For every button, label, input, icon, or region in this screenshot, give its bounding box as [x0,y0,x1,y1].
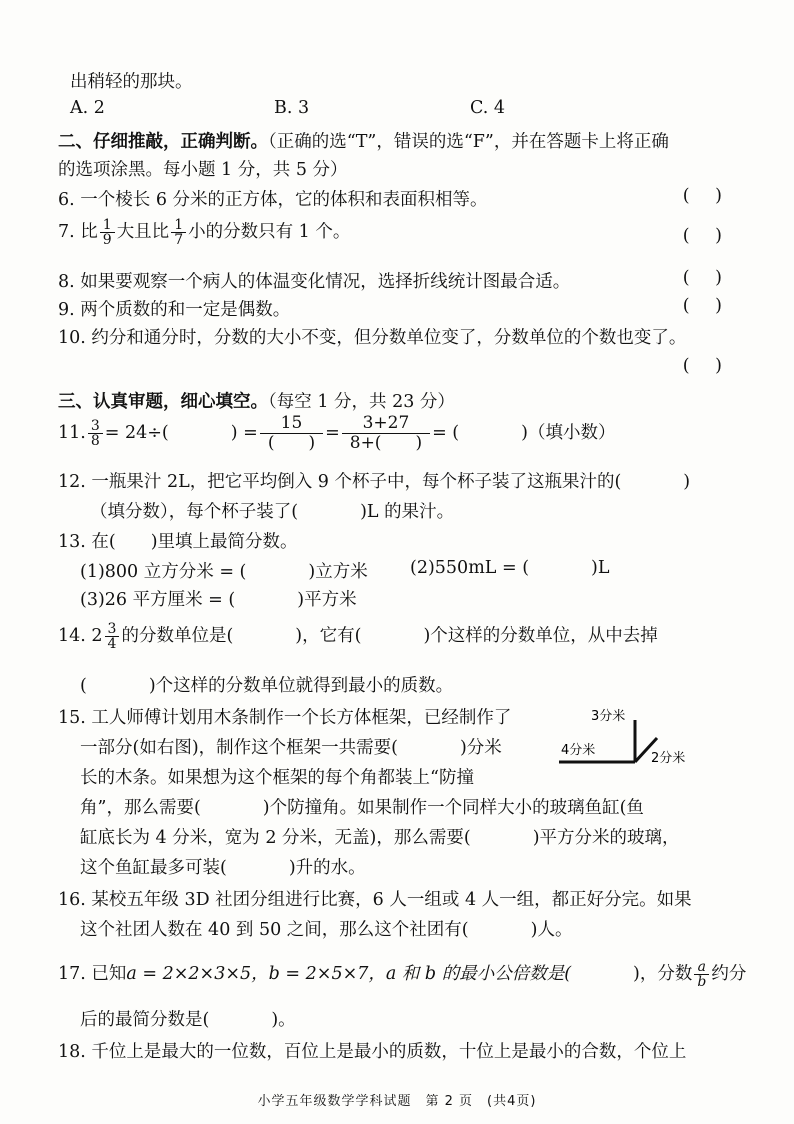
q13-items-row-1 [80,558,754,583]
q14-text-d: )个这样的分数单位，从中去掉 [423,626,658,646]
q12-text-a: 12. 一瓶果汁 2L，把它平均倒入 9 个杯子中，每个杯子装了这瓶果汁的( [58,472,622,492]
q8: 8. 如果要观察一个病人的体温变化情况，选择折线统计图最合适。 [58,272,571,292]
section2-title: 二、仔细推敲，正确判断。 [58,132,268,152]
q12-text-b: （填分数），每个杯子装了( [90,502,299,522]
q15-text-2a: 一部分(如右图)，制作这个框架一共需要( [80,738,398,758]
q11-eq4: = ( [432,423,460,443]
cuboid-frame-figure [555,700,725,772]
q13-3-text: (3)26 平方厘米 = ( [80,590,236,610]
section3-title: 三、认真审题，细心填空。 [58,392,268,412]
q14-den: 4 [105,636,120,651]
q11-eq3: = [325,423,340,443]
q5-option-c: C. 4 [470,98,506,118]
q11-end: )（填小数） [521,423,616,443]
q15-text-6b: )升的水。 [288,858,366,878]
q17-text-c: )，分数 [633,964,693,984]
q11-f1-num: 3 [90,418,100,434]
section2-header [58,128,754,153]
q7 [58,218,754,247]
page-footer: 小学五年级数学学科试题 第 2 页 (共4页) [257,1094,537,1109]
figure-label-top: 3分米 [591,709,626,724]
q15-text-2b: )分米 [459,738,502,758]
q13-2-text: (2)550mL = ( [410,558,530,578]
q7-fraction-2 [171,218,186,247]
q6-answer-paren[interactable]: ( ) [682,186,732,206]
q14-num: 3 [107,621,117,637]
q13-1-unit: )立方米 [308,562,368,582]
q11-f3-num: 3+27 [362,413,410,433]
figure-label-left: 4分米 [561,743,596,758]
q5-option-a: A. 2 [70,98,105,118]
q12-text-a-end: ) [683,472,691,492]
q17-text-a: 17. 已知 [58,964,127,984]
q11-number: 11. [58,423,86,443]
carry-over-line: 出稍轻的那块。 [70,72,193,92]
q15-line-3: 长的木条。如果想为这个框架的每个角都装上“防撞 [80,768,474,788]
q8-answer-paren[interactable]: ( ) [682,268,732,288]
section2-note-1: （正确的选“T”，错误的选“F”，并在答题卡上将正确 [268,132,669,152]
q12-line-2 [90,498,754,523]
q17-den: b [694,974,709,989]
section3-note: （每空 1 分，共 23 分） [268,392,455,412]
q7-text-b: 大且比 [116,222,170,242]
q10: 10. 约分和通分时，分数的大小不变，但分数单位变了，分数单位的个数也变了。 [58,328,687,348]
q18-line-1: 18. 千位上是最大的一位数，百位上是最小的质数，十位上是最小的合数，个位上 [58,1042,687,1062]
q14-whole: 14. 2 [58,626,103,646]
figure-label-right: 2分米 [651,751,686,766]
q15-text-4b: )个防撞角。如果制作一个同样大小的玻璃鱼缸(鱼 [262,798,644,818]
q13-items-row-2 [80,586,754,611]
q13-3-unit: )平方米 [297,590,357,610]
q16-text-2a: 这个社团人数在 40 到 50 之间，那么这个社团有( [80,920,469,940]
q17-line-1 [58,960,754,989]
q14-text-f: )个这样的分数单位就得到最小的质数。 [148,676,454,696]
q17-text-d: 约分 [711,964,747,984]
q17-text-b: a = 2×2×3×5，b = 2×5×7，a 和 b 的最小公倍数是( [126,964,572,984]
q16-line-1: 16. 某校五年级 3D 社团分组进行比赛，6 人一组或 4 人一组，都正好分完。如果 [58,890,692,910]
q16-text-2b: )人。 [530,920,573,940]
q6: 6. 一个棱长 6 分米的正方体，它的体积和表面积相等。 [58,190,488,210]
q11-f3-den[interactable]: 8+( ) [342,433,430,453]
q15-line-1: 15. 工人师傅计划用木条制作一个长方体框架，已经制作了 [58,708,512,728]
q15-text-4a: 角”，那么需要( [80,798,201,818]
q14-line-2 [80,672,754,697]
q7-text-a: 7. 比 [58,222,98,242]
q11-fraction-3 [342,414,430,453]
q11-f2-num: 15 [280,413,303,433]
q14-line-1 [58,622,754,651]
q11-eq1: = 24÷( [104,423,169,443]
q14-text-e: ( [80,676,87,696]
q7-text-c: 小的分数只有 1 个。 [188,222,351,242]
q17-text-f: )。 [271,1010,296,1030]
q13: 13. 在( )里填上最简分数。 [58,532,298,552]
q9-answer-paren[interactable]: ( ) [682,296,732,316]
q11-fraction-1 [88,419,103,448]
q14-text-b: 的分数单位是( [121,626,234,646]
q17-text-e: 后的最简分数是( [80,1010,210,1030]
q5-options [70,98,754,118]
q17-line-2 [80,1006,754,1031]
q16-line-2 [80,916,754,941]
q11-f2-den[interactable]: ( ) [260,433,323,453]
q9: 9. 两个质数的和一定是偶数。 [58,300,291,320]
q11-eq2: ) = [230,423,258,443]
q15-line-6 [80,854,754,879]
q7-fraction-1 [100,218,115,247]
q15-text-6a: 这个鱼缸最多可装( [80,858,227,878]
q14-text-c: )，它有( [295,626,362,646]
q13-2 [410,558,609,578]
q7-f2-den: 7 [171,232,186,247]
section3-header [58,388,754,413]
q10-answer-paren[interactable]: ( ) [682,356,732,376]
q12-text-b-end: )L 的果汁。 [360,502,455,522]
q15-line-4 [80,794,754,819]
q17-fraction [694,960,709,989]
q13-2-unit: )L [591,558,610,578]
q7-answer-paren[interactable]: ( ) [682,226,732,246]
q17-num: a [697,959,707,975]
q12-line-1 [58,468,754,493]
q15-line-5 [80,824,754,849]
q13-1-text: (1)800 立方分米 = ( [80,562,247,582]
q14-fraction [105,622,120,651]
q15-text-5a: 缸底长为 4 分米，宽为 2 分米，无盖)，那么需要( [80,828,471,848]
q7-f1-num: 1 [102,217,112,233]
q7-f2-num: 1 [174,217,184,233]
section2-note-2: 的选项涂黑。每小题 1 分，共 5 分） [58,160,348,180]
q7-f1-den: 9 [100,232,115,247]
q5-option-b: B. 3 [274,98,310,118]
q11-fraction-2 [260,414,323,453]
q11-f1-den: 8 [88,433,103,448]
q11 [58,414,754,453]
q15-text-5b: )平方分米的玻璃， [532,828,680,848]
